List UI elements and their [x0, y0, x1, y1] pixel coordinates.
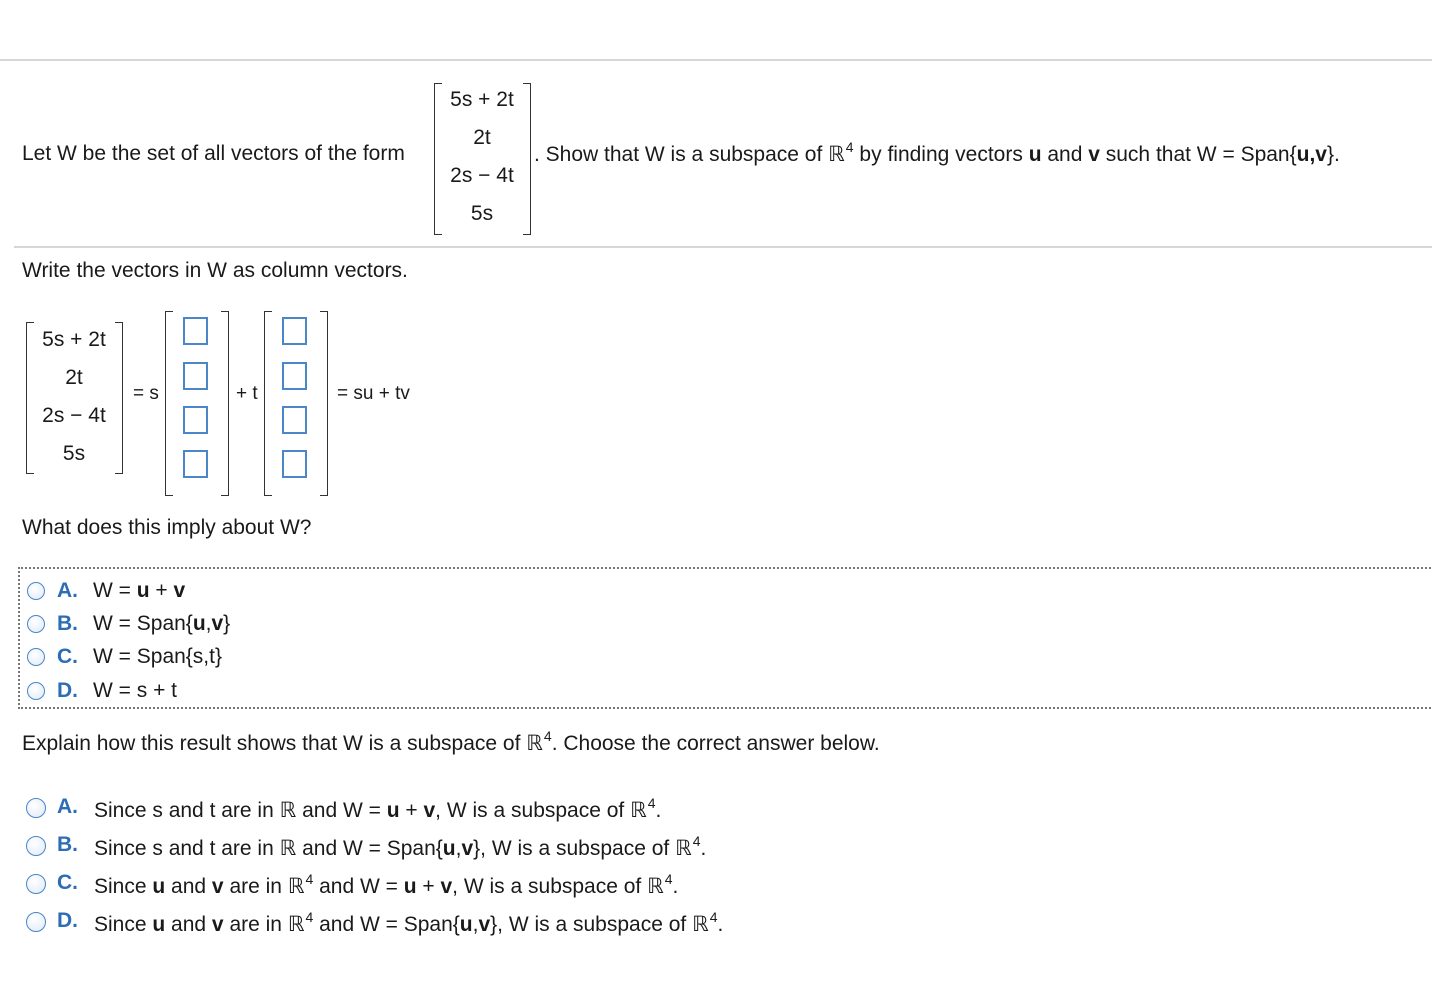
option-text: W = u + v	[93, 579, 186, 602]
bracket-left	[165, 311, 173, 496]
bracket-right	[221, 311, 229, 496]
radio-button[interactable]	[27, 582, 45, 600]
question-2-text: Explain how this result shows that W is a subspace of ℝ$^4$. Choose the correct answer below.	[22, 728, 880, 755]
question-1-text: What does this imply about W?	[22, 516, 312, 539]
bracket-right	[115, 322, 123, 474]
radio-button[interactable]	[27, 648, 45, 666]
option-text: W = s + t	[93, 679, 178, 702]
v-entry-2-input[interactable]	[282, 362, 307, 390]
option-text: W = Span{u,v}	[93, 612, 231, 635]
vector-entry: 2s − 4t	[42, 404, 106, 427]
vector-entry: 2s − 4t	[450, 164, 514, 187]
instruction-text: Write the vectors in W as column vectors.	[22, 259, 408, 282]
vector-entry: 5s + 2t	[450, 88, 514, 111]
v-entry-3-input[interactable]	[282, 406, 307, 434]
bracket-right	[523, 83, 531, 235]
option-text: Since s and t are in ℝ and W = Span{u,v}, W is a subspace of ℝ$^4$.	[94, 833, 707, 860]
u-entry-1-input[interactable]	[183, 317, 208, 345]
equals-s: = s	[133, 383, 159, 404]
option-letter: B.	[57, 833, 78, 856]
option-text: Since u and v are in ℝ$^4$ and W = Span{u,v}, W is a subspace of ℝ$^4$.	[94, 909, 724, 936]
option-letter: D.	[57, 679, 78, 702]
vector-entry: 2t	[473, 126, 491, 149]
radio-button[interactable]	[26, 912, 46, 932]
vector-entry: 2t	[65, 366, 83, 389]
bracket-right	[320, 311, 328, 496]
equals-su-tv: = su + tv	[337, 383, 410, 404]
option-letter: C.	[57, 871, 78, 894]
u-entry-3-input[interactable]	[183, 406, 208, 434]
bracket-left	[264, 311, 272, 496]
problem-suffix: . Show that W is a subspace of ℝ$^4$ by finding vectors u and v such that W = Span{u,v}.	[534, 139, 1340, 166]
radio-button[interactable]	[27, 682, 45, 700]
top-divider	[0, 59, 1432, 61]
u-entry-2-input[interactable]	[183, 362, 208, 390]
radio-button[interactable]	[26, 874, 46, 894]
v-entry-1-input[interactable]	[282, 317, 307, 345]
u-entry-4-input[interactable]	[183, 450, 208, 478]
option-letter: B.	[57, 612, 78, 635]
option-text: Since s and t are in ℝ and W = u + v, W is a subspace of ℝ$^4$.	[94, 795, 662, 822]
option-text: W = Span{s,t}	[93, 645, 222, 668]
radio-button[interactable]	[27, 615, 45, 633]
option-letter: D.	[57, 909, 78, 932]
v-entry-4-input[interactable]	[282, 450, 307, 478]
problem-prefix: Let W be the set of all vectors of the form	[22, 142, 405, 165]
plus-t: + t	[236, 383, 258, 404]
problem-divider	[14, 246, 1432, 248]
option-letter: A.	[57, 795, 78, 818]
radio-button[interactable]	[26, 836, 46, 856]
vector-entry: 5s	[470, 202, 494, 225]
question-1-answer-box	[18, 567, 1432, 709]
vector-entry: 5s + 2t	[42, 328, 106, 351]
option-text: Since u and v are in ℝ$^4$ and W = u + v, W is a subspace of ℝ$^4$.	[94, 871, 679, 898]
option-letter: A.	[57, 579, 78, 602]
vector-entry: 5s	[62, 442, 86, 465]
radio-button[interactable]	[26, 798, 46, 818]
option-letter: C.	[57, 645, 78, 668]
